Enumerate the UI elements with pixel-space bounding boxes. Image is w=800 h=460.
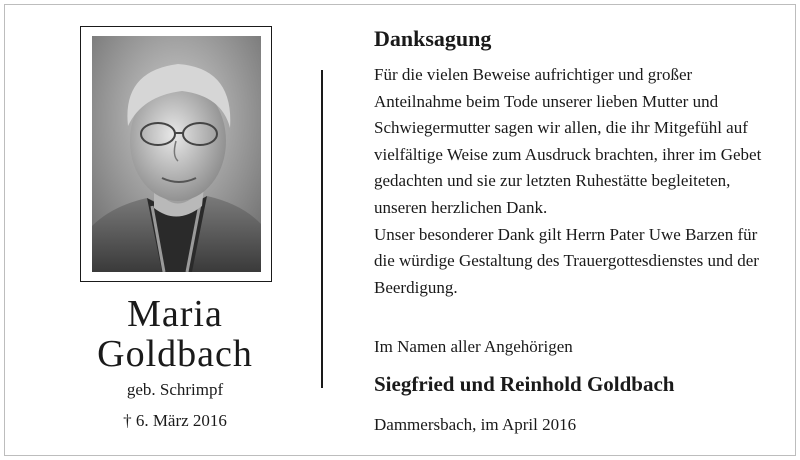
thanks-paragraph: Für die vielen Beweise aufrichtiger und großer Anteilnahme beim Tode unserer lieben Mutter und Schwiegermutter sagen wir allen, die ihr Mitgefühl auf vielfältige Weise zum Ausdruck brachten, ihrer im Gebet gedachten und sie zur letzten Ruhestätte begleiteten, unseren herzlichen Dank.: [374, 65, 762, 217]
death-date: † 6. März 2016: [123, 411, 227, 430]
signers-name: Siegfried und Reinhold Goldbach: [374, 372, 675, 396]
vertical-divider: [321, 70, 323, 388]
deceased-first-name: Maria: [127, 293, 223, 335]
portrait-photo: [92, 36, 261, 272]
notice-body: [374, 62, 779, 301]
portrait-frame: [80, 26, 272, 282]
on-behalf-line: Im Namen aller Angehörigen: [374, 337, 573, 356]
place-date-line: Dammersbach, im April 2016: [374, 415, 577, 434]
notice-heading: Danksagung: [374, 26, 492, 51]
deceased-last-name: Goldbach: [97, 333, 253, 375]
birth-name: geb. Schrimpf: [126, 380, 224, 399]
special-thanks-paragraph: Unser besonderer Dank gilt Herrn Pater Uwe Barzen für die würdige Gestaltung des Trauergottesdienstes und der Beerdigung.: [374, 224, 759, 297]
